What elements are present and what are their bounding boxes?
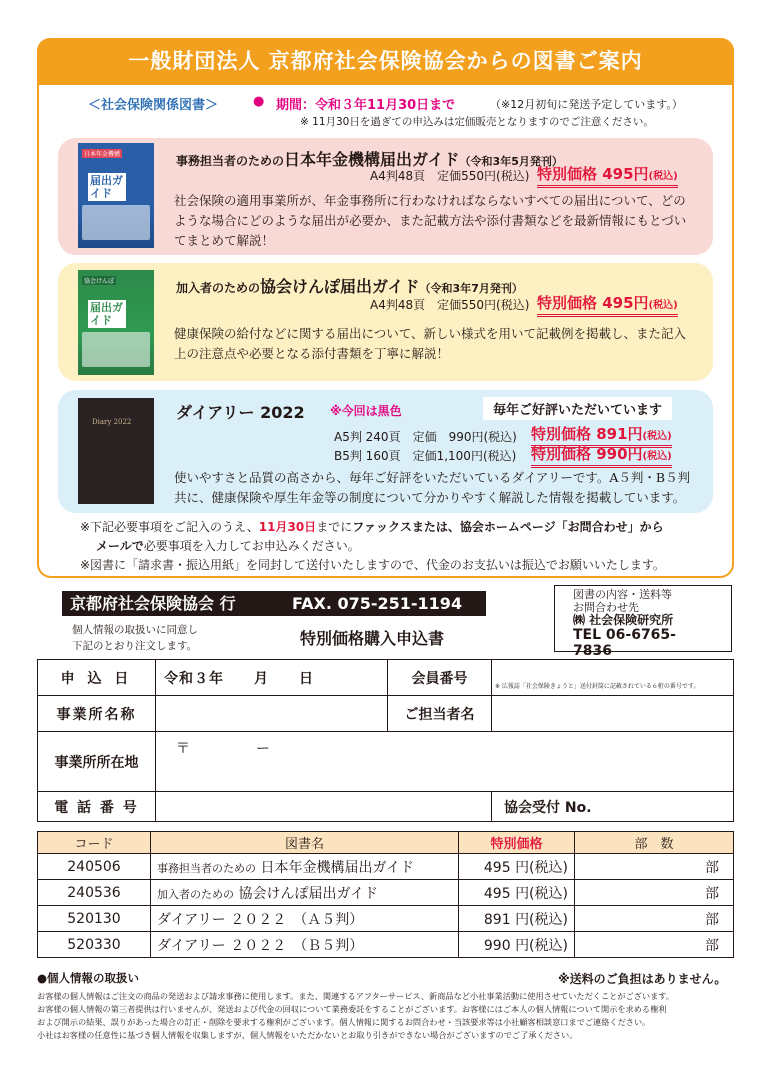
col-code: コード [38,832,151,854]
person-label: ご担当者名 [388,696,492,732]
category-label: ＜社会保険関係図書＞ [88,98,219,113]
row-title: ダイアリー ２０２２ （Ｂ５判） [151,932,459,958]
person-field[interactable] [492,696,734,732]
privacy-p2: お客様の個人情報の第三者提供は行いませんが、発送および代金の回収について業務委託をすることがございます。お客様にはご本人の個人情報について開示を求める権利 [37,1004,667,1014]
quantity-field[interactable]: 部 [575,880,734,906]
cover-label: 届出ガイド [88,173,126,201]
instruction-line1: ※下記必要事項をご記入のうえ、11月30日までにファックスまたは、協会ホームページ「お問合わせ」から [80,520,664,534]
cover-tag: 協会けんぽ [84,278,115,285]
diary-description: 使いやすさと品質の高さから、毎年ご好評をいただいているダイアリーです。A５判・B５判共に、健康保険や厚生年金等の制度について分かりやすく解説した情報を掲載しています。 [174,470,691,505]
book-cover-kenpo [78,270,154,375]
date-field[interactable]: 令和３年 月 日 [156,660,388,696]
address-label: 事業所所在地 [38,732,156,792]
form-title: 特別価格購入申込書 [300,629,445,648]
office-label: 事業所名称 [38,696,156,732]
col-special-price: 特別価格 [459,832,575,854]
contact-line2: お問合わせ先 [573,601,639,614]
fax-number: FAX. 075-251-1194 [292,594,463,613]
row-price: 891 円(税込) [459,906,575,932]
member-field[interactable]: ※ 広報誌「社会保険きょうと」送付封筒に記載されている６桁の番号です。 [492,660,734,696]
application-form [37,659,734,822]
quantity-field[interactable]: 部 [575,906,734,932]
diary-cover-text: Diary 2022 [92,418,132,426]
row-title: ダイアリー ２０２２ （Ａ５判） [151,906,459,932]
contact-box [554,585,732,659]
deadline-text: 期間：令和３年11月30日まで [276,98,456,113]
contact-org: ㈱ 社会保険研究所 [573,613,674,627]
table-row [38,906,734,932]
book-description: 社会保険の適用事業所が、年金事務所に行わなければならないすべての届出について、どのような場合にどのような届出が必要か、また記載方法や添付書類などを最新情報にもとづいてまとめて解説！ [174,193,687,248]
col-quantity: 部 数 [575,832,734,854]
row-price: 495 円(税込) [459,854,575,880]
book-title: 協会けんぽ届出ガイド [260,277,420,296]
book-spec: A4判48頁 定価550円(税込) [370,169,530,183]
phone-label: 電 話 番 号 [38,792,156,822]
contact-tel: TEL 06-6765-7836 [573,627,676,659]
privacy-p4: 小社はお客様の任意性に基づき個人情報を収集しますが、個人情報をいただかないとお取り引きができない場合がございますのでご了承ください。 [37,1030,578,1040]
consent-text: 個人情報の取扱いに同意し 下記のとおり注文します。 [72,624,198,652]
diary-b5-spec: B5判 160頁 定価1,100円(税込) [334,449,517,463]
quantity-field[interactable]: 部 [575,932,734,958]
book-description: 健康保険の給付などに関する届出について、新しい様式を用いて記載例を掲載し、また記入上の注意点や必要となる添付書類を丁寧に解説！ [174,326,687,361]
book-spec: A4判48頁 定価550円(税込) [370,298,530,312]
phone-field[interactable] [156,792,492,822]
table-row [38,932,734,958]
row-price: 990 円(税込) [459,932,575,958]
book-prefix: 加入者のための協会けんぽ届出ガイド（令和3年7月発刊） [176,277,523,296]
book-title: 日本年金機構届出ガイド [284,150,460,169]
quantity-field[interactable]: 部 [575,854,734,880]
popular-badge: 毎年ご好評いただいています [483,397,672,420]
row-code: 520330 [38,932,151,958]
bullet-icon: ● [253,94,265,109]
privacy-p1: お客様の個人情報はご注文の商品の発送および請求事務に使用します。また、関連するアフターサービス、新商品など小社事業活動に使用させていただくことがございます。 [37,991,674,1001]
diary-a5-spec: A5判 240頁 定価 990円(税込) [334,430,517,444]
instruction-line3: ※図書に「請求書・振込用紙」を同封して送付いたしますので、代金のお支払いは振込でお願いいたします。 [80,558,665,572]
shipping-note: （※12月初旬に発送予定しています。） [490,98,683,111]
receipt-label: 協会受付 No. [492,792,734,822]
late-note: ※ 11月30日を過ぎての申込みは定価販売となりますのでご注意ください。 [300,116,654,128]
member-label: 会員番号 [388,660,492,696]
office-field[interactable] [156,696,388,732]
banner-title: 一般財団法人 京都府社会保険協会からの図書ご案内 [37,38,734,85]
table-row [38,854,734,880]
privacy-title: ●個人情報の取扱い [37,971,140,985]
col-title: 図書名 [151,832,459,854]
row-code: 240506 [38,854,151,880]
row-code: 240536 [38,880,151,906]
fax-bar [62,591,486,616]
diary-b5-special: 特別価格 990円(税込) [531,443,672,468]
privacy-p3: および開示の結果、誤りがあった場合の訂正・削除を要求する権利がございます。個人情報に関するお問合わせ・当該要求等は小社顧客相談窓口までご連絡ください。 [37,1017,651,1027]
row-price: 495 円(税込) [459,880,575,906]
date-label: 申 込 日 [38,660,156,696]
diary-title: ダイアリー 2022 [176,403,305,422]
diary-a5-special: 特別価格 891円(税込) [531,423,672,448]
fax-to: 京都府社会保険協会 行 [70,594,236,613]
row-code: 520130 [38,906,151,932]
book-cover-nenkin [78,143,154,248]
row-title: 事務担当者のための 日本年金機構届出ガイド [151,854,459,880]
cover-tag: 日本年金機構 [84,151,121,158]
cover-label: 届出ガイド [88,300,126,328]
special-price: 特別価格 495円(税込) [537,163,678,188]
cover-photo [82,332,150,367]
cover-photo [82,205,150,240]
table-row [38,880,734,906]
diary-color-note: ※今回は黒色 [330,404,402,418]
shipping-free-note: ※送料のご負担はありません。 [558,972,727,986]
contact-line1: 図書の内容・送料等 [573,588,672,601]
order-table [37,831,734,958]
instruction-line2: メールで必要事項を入力してお申込みください。 [96,539,360,553]
address-field[interactable]: 〒 ー [156,732,734,792]
book-prefix: 事務担当者のための日本年金機構届出ガイド（令和3年5月発刊） [176,150,563,169]
row-title: 加入者のための 協会けんぽ届出ガイド [151,880,459,906]
special-price: 特別価格 495円(税込) [537,292,678,317]
diary-cover [78,398,154,504]
